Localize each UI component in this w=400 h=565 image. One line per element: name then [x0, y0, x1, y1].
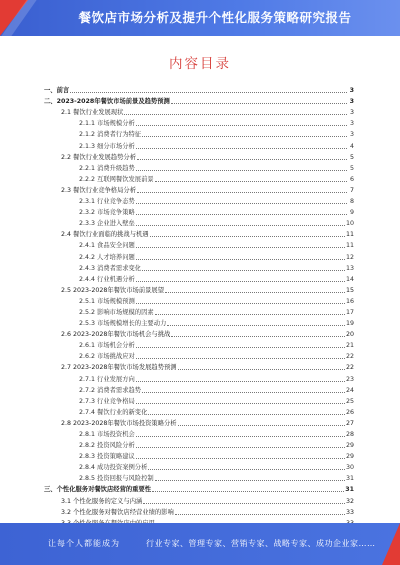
toc-entry-page: 6 [349, 175, 354, 183]
toc-entry-label: 2.7.3 行业竞争格局 [79, 397, 135, 405]
toc-leader-dots [171, 336, 345, 337]
toc-entry[interactable] [44, 427, 354, 438]
toc-entry[interactable] [44, 482, 354, 493]
toc-entry-page: 19 [345, 320, 354, 328]
toc-entry[interactable] [44, 327, 354, 338]
toc-entry-label: 2.8.1 市场投资机会 [79, 431, 135, 438]
toc-entry[interactable] [44, 305, 354, 316]
toc-entry-label: 3.1 个性化服务的定义与内涵 [61, 497, 143, 505]
toc-leader-dots [136, 125, 347, 126]
toc-entry-page: 5 [349, 164, 354, 172]
toc-entry-label: 2.4.2 人才培养问题 [79, 253, 135, 261]
toc-leader-dots [136, 403, 345, 404]
toc-leader-dots [165, 292, 345, 293]
toc-entry-page: 29 [345, 453, 354, 461]
toc-entry[interactable] [44, 105, 354, 116]
toc-entry-page: 11 [345, 231, 354, 239]
toc-entry-page: 3 [349, 131, 354, 139]
toc-entry[interactable] [44, 438, 354, 449]
toc-entry[interactable] [44, 405, 354, 416]
footer-slogan: 让每个人都能成为 [48, 539, 120, 548]
toc-entry[interactable] [44, 138, 354, 149]
toc-entry-page: 32 [345, 497, 354, 505]
toc-leader-dots [178, 369, 345, 370]
toc-entry[interactable] [44, 360, 354, 371]
toc-entry-label: 2.7 2023-2028年餐饮市场发展趋势预测 [61, 364, 177, 372]
toc-leader-dots [136, 247, 345, 248]
toc-leader-dots [124, 114, 347, 115]
toc-leader-dots [142, 270, 345, 271]
toc-entry[interactable] [44, 94, 354, 105]
toc-entry-page: 31 [345, 475, 354, 483]
toc-leader-dots [152, 491, 344, 492]
toc-entry-label: 2.8.5 投资回报与风险控制 [79, 475, 154, 483]
toc-entry-label: 2.8.4 成功投资案例分析 [79, 464, 148, 472]
toc-entry-label: 2.1.1 市场规模分析 [79, 120, 135, 128]
toc-leader-dots [136, 281, 345, 282]
toc-entry-page: 33 [345, 508, 354, 516]
toc-entry[interactable] [44, 227, 354, 238]
toc-entry[interactable] [44, 449, 354, 460]
toc-leader-dots [136, 347, 345, 348]
toc-leader-dots [137, 159, 347, 160]
toc-entry-page: 16 [345, 297, 354, 305]
toc-entry-label: 2.5.1 市场规模预测 [79, 297, 135, 305]
toc-entry-page: 17 [345, 308, 354, 316]
toc-leader-dots [175, 514, 345, 515]
toc-leader-dots [136, 303, 345, 304]
toc-entry-page: 22 [345, 353, 354, 361]
toc-entry-page: 3 [349, 109, 354, 117]
toc-leader-dots [150, 236, 345, 237]
toc-entry-page: 29 [345, 442, 354, 450]
toc-entry-page: 22 [345, 364, 354, 372]
toc-entry-page: 26 [345, 408, 354, 416]
toc-entry-label: 2.8.3 投资策略建议 [79, 453, 135, 461]
toc-leader-dots [137, 192, 347, 193]
toc-entry[interactable] [44, 183, 354, 194]
toc-entry-page: 3 [349, 87, 354, 95]
toc-entry-page: 30 [345, 464, 354, 472]
toc-entry-page: 9 [349, 209, 354, 217]
toc-entry[interactable] [44, 172, 354, 183]
toc-leader-dots [136, 170, 347, 171]
toc-entry-label: 2.1 餐饮行业发展现状 [61, 109, 124, 117]
toc-entry[interactable] [44, 394, 354, 405]
toc-entry-page: 31 [345, 486, 354, 494]
toc-entry-page: 10 [345, 220, 354, 228]
toc-entry[interactable] [44, 316, 354, 327]
toc-entry-label: 2.1.2 消费者行为特征 [79, 131, 142, 139]
toc-leader-dots [143, 503, 345, 504]
toc-leader-dots [171, 103, 347, 104]
toc-leader-dots [148, 414, 345, 415]
toc-entry[interactable] [44, 216, 354, 227]
toc-entry[interactable] [44, 505, 354, 516]
footer-roles: 行业专家、管理专家、营销专家、战略专家、成功企业家…… [146, 539, 376, 548]
toc-entry-label: 2.6.1 市场机会分析 [79, 342, 135, 350]
toc-entry-page: 3 [349, 98, 354, 106]
toc-entry-label: 3.2 个性化服务对餐饮店经营业绩的影响 [61, 508, 174, 516]
toc-entry-label: 2.4.3 消费者需求变化 [79, 264, 142, 272]
toc-entry-label: 2.7.2 消费者需求趋势 [79, 386, 142, 394]
toc-entry-label: 2.5.2 影响市场规模的因素 [79, 308, 154, 316]
toc-entry[interactable] [44, 205, 354, 216]
toc-entry-label: 2.2.1 消费升级趋势 [79, 164, 135, 172]
toc-leader-dots [136, 458, 345, 459]
footer-banner [0, 523, 400, 565]
toc-leader-dots [136, 447, 345, 448]
toc-leader-dots [142, 136, 347, 137]
toc-entry[interactable] [44, 493, 354, 504]
toc-entry[interactable] [44, 116, 354, 127]
toc-entry-label: 2.4.1 食品安全问题 [79, 242, 135, 250]
toc-entry[interactable] [44, 349, 354, 360]
toc-entry-label: 2.6.2 市场挑战应对 [79, 353, 135, 361]
toc-leader-dots [155, 480, 345, 481]
toc-entry[interactable] [44, 338, 354, 349]
toc-entry-page: 15 [345, 286, 354, 294]
toc-entry-page: 12 [345, 253, 354, 261]
toc-entry-label: 2.3.1 行业竞争态势 [79, 198, 135, 206]
toc-entry[interactable] [44, 471, 354, 482]
toc-leader-dots [155, 181, 347, 182]
toc-entry[interactable] [44, 283, 354, 294]
table-of-contents [44, 83, 354, 527]
toc-entry[interactable] [44, 416, 354, 427]
toc-entry[interactable] [44, 83, 354, 94]
toc-leader-dots [136, 203, 347, 204]
toc-entry-page: 24 [345, 386, 354, 394]
toc-leader-dots [142, 392, 345, 393]
toc-entry[interactable] [44, 261, 354, 272]
toc-entry-label: 2.8.2 投资风险分析 [79, 442, 135, 450]
toc-leader-dots [155, 314, 345, 315]
toc-entry-page: 23 [345, 375, 354, 383]
toc-leader-dots [136, 214, 347, 215]
toc-heading: 内容目录 [169, 56, 231, 72]
header-banner [0, 0, 400, 36]
toc-entry-page: 11 [345, 242, 354, 250]
toc-entry[interactable] [44, 294, 354, 305]
toc-entry-label: 2.4 餐饮行业面临的挑战与机遇 [61, 231, 149, 239]
toc-entry-page: 5 [349, 153, 354, 161]
toc-entry-page: 8 [349, 198, 354, 206]
toc-entry-label: 2.7.4 餐饮行业的新变化 [79, 408, 148, 416]
toc-entry-page: 3 [349, 120, 354, 128]
toc-entry-label: 2.8 2023-2028年餐饮市场投资策略分析 [61, 419, 177, 427]
toc-entry-label: 2.2 餐饮行业发展趋势分析 [61, 153, 136, 161]
toc-entry[interactable] [44, 127, 354, 138]
toc-entry-page: 7 [349, 186, 354, 194]
toc-entry-label: 2.3.2 市场竞争策略 [79, 209, 135, 217]
toc-entry-page: 13 [345, 264, 354, 272]
toc-entry-label: 2.3 餐饮行业竞争格局分析 [61, 186, 136, 194]
toc-entry-page: 21 [345, 342, 354, 350]
toc-entry-label: 2.2.2 互联网餐饮发展前景 [79, 175, 154, 183]
toc-leader-dots [178, 425, 345, 426]
toc-entry[interactable] [44, 383, 354, 394]
toc-entry[interactable] [44, 161, 354, 172]
toc-entry-page: 25 [345, 397, 354, 405]
toc-entry-label: 三、个性化服务对餐饮店经营的重要性 [44, 486, 152, 494]
toc-entry-label: 2.5.3 市场规模增长的主要动力 [79, 320, 167, 328]
toc-leader-dots [136, 148, 347, 149]
toc-entry-label: 2.1.3 细分市场分析 [79, 142, 135, 150]
footer-accent-corner [382, 523, 400, 565]
toc-entry-label: 2.4.4 行业机遇分析 [79, 275, 135, 283]
toc-leader-dots [136, 358, 345, 359]
toc-entry[interactable] [44, 460, 354, 471]
toc-leader-dots [136, 436, 345, 437]
toc-entry-page: 20 [345, 331, 354, 339]
toc-entry[interactable] [44, 272, 354, 283]
toc-leader-dots [167, 325, 345, 326]
toc-entry-label: 2.3.3 企业进入壁垒 [79, 220, 135, 228]
toc-entry[interactable] [44, 194, 354, 205]
toc-entry[interactable] [44, 249, 354, 260]
toc-entry-page: 4 [349, 142, 354, 150]
toc-leader-dots [70, 92, 347, 93]
toc-leader-dots [136, 381, 345, 382]
toc-entry-label: 一、前言 [44, 87, 70, 95]
toc-entry[interactable] [44, 238, 354, 249]
toc-entry-page: 28 [345, 431, 354, 438]
toc-entry-page: 14 [345, 275, 354, 283]
toc-entry-label: 2.6 2023-2028年餐饮市场机会与挑战 [61, 331, 171, 339]
toc-entry-label: 2.7.1 行业发展方向 [79, 375, 135, 383]
toc-leader-dots [136, 225, 345, 226]
toc-entry[interactable] [44, 150, 354, 161]
toc-leader-dots [136, 259, 345, 260]
toc-leader-dots [148, 469, 345, 470]
toc-entry-label: 二、2023-2028年餐饮市场前景及趋势预测 [44, 98, 170, 106]
report-title: 餐饮店市场分析及提升个性化服务策略研究报告 [78, 10, 352, 25]
toc-entry[interactable] [44, 371, 354, 382]
toc-entry-label: 2.5 2023-2028年餐饮市场前景展望 [61, 286, 165, 294]
toc-entry-page: 27 [345, 419, 354, 427]
